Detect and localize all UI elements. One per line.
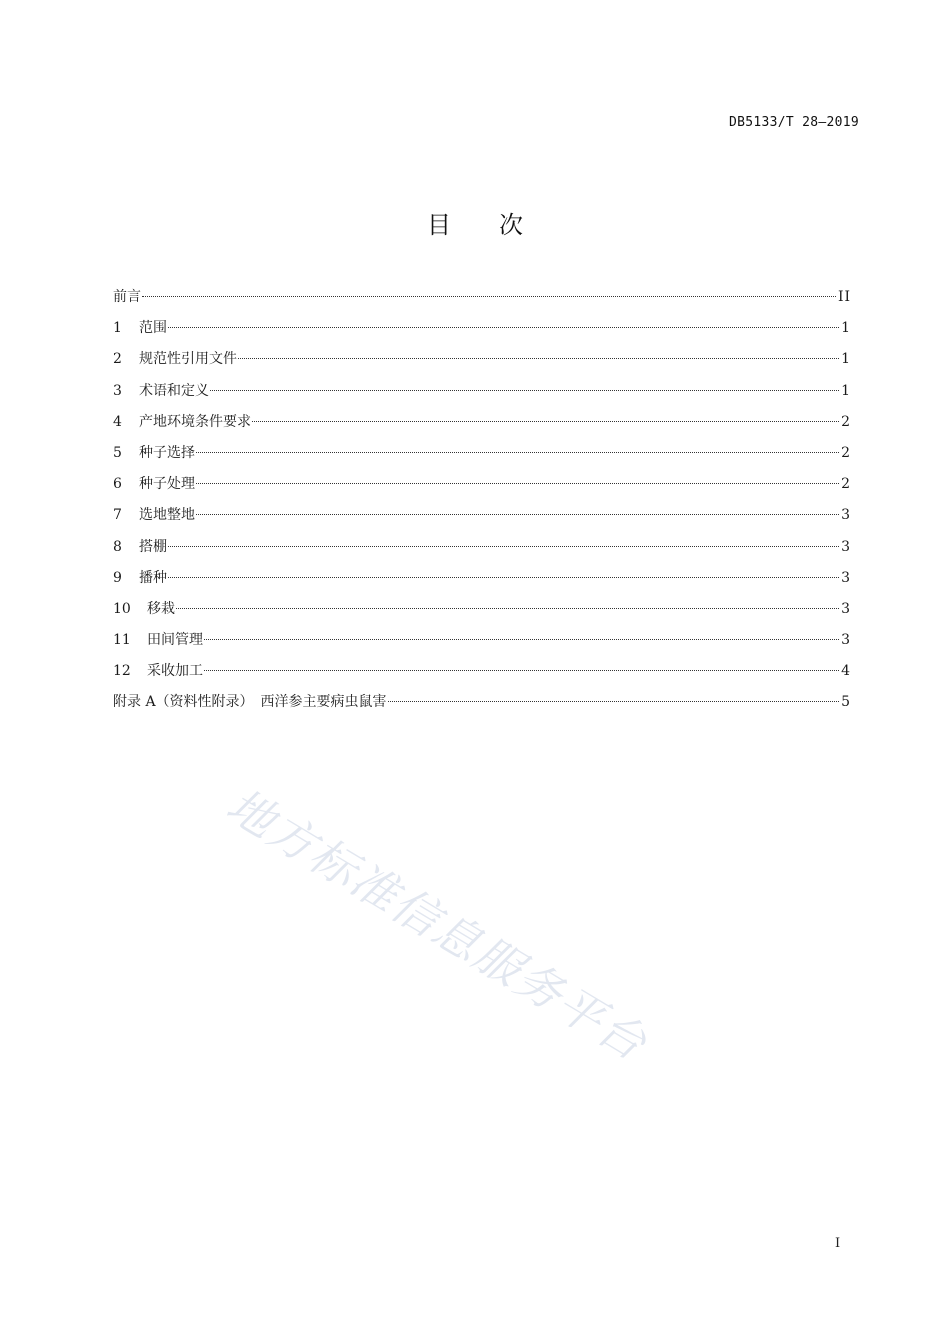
toc-entry-appendix-a[interactable]	[113, 691, 851, 722]
watermark: 地方标准信息服务平台	[217, 777, 657, 1072]
toc-entry-number: 2	[113, 351, 122, 368]
toc-entry-page: II	[837, 289, 851, 305]
toc-entry-seed-treatment[interactable]	[113, 473, 851, 504]
toc-entry-label: 播种	[139, 569, 167, 586]
toc-entry-harvest-processing[interactable]	[113, 660, 851, 691]
toc-entry-label: 采收加工	[147, 663, 203, 680]
dot-leader	[252, 421, 839, 422]
toc-entry-number: 8	[113, 538, 122, 555]
dot-leader	[176, 608, 839, 609]
toc-entry-number: 4	[113, 413, 122, 430]
dot-leader	[238, 358, 839, 359]
dot-leader	[204, 670, 839, 671]
dot-leader	[210, 390, 839, 391]
document-code: DB5133/T 28—2019	[728, 115, 859, 130]
toc-entry-label: 种子选择	[139, 444, 195, 461]
toc-entry-page: 3	[841, 538, 851, 555]
toc-entry-number: 9	[113, 569, 122, 586]
toc-entry-number: 3	[113, 382, 122, 399]
toc-entry-label: 规范性引用文件	[139, 351, 237, 368]
dot-leader	[168, 546, 839, 547]
toc-entry-shade-shed[interactable]	[113, 536, 851, 567]
toc-entry-page: 3	[841, 507, 851, 524]
toc-entry-label: 产地环境条件要求	[139, 413, 251, 430]
toc-entry-page: 1	[841, 382, 851, 399]
dot-leader	[388, 701, 840, 702]
toc-entry-seed-selection[interactable]	[113, 442, 851, 473]
toc-entry-field-management[interactable]	[113, 629, 851, 660]
page-number: I	[835, 1236, 841, 1251]
toc-entry-label: 范围	[139, 320, 167, 337]
toc-entry-sowing[interactable]	[113, 567, 851, 598]
toc-entry-label: 选地整地	[139, 507, 195, 524]
toc-entry-number: 5	[113, 444, 122, 461]
toc-entry-page: 2	[841, 476, 851, 493]
dot-leader	[168, 327, 839, 328]
toc-entry-page: 5	[841, 694, 851, 711]
toc-entry-foreword[interactable]	[113, 286, 851, 317]
toc-entry-page: 3	[841, 600, 851, 617]
toc-entry-page: 3	[841, 569, 851, 586]
toc-entry-scope[interactable]	[113, 317, 851, 348]
toc-title: 目次	[427, 211, 571, 239]
dot-leader	[196, 452, 839, 453]
toc-entry-page: 2	[841, 413, 851, 430]
toc-entry-page: 4	[841, 663, 851, 680]
toc-entry-label: 前言	[113, 289, 141, 305]
toc-entry-page: 3	[841, 632, 851, 649]
toc-entry-page: 2	[841, 444, 851, 461]
table-of-contents	[113, 286, 851, 723]
toc-entry-label: 田间管理	[147, 632, 203, 649]
toc-entry-site-preparation[interactable]	[113, 504, 851, 535]
toc-entry-label: 移栽	[147, 600, 175, 617]
toc-entry-label: 种子处理	[139, 476, 195, 493]
toc-entry-number: 6	[113, 476, 122, 493]
toc-entry-page: 1	[841, 351, 851, 368]
toc-entry-number: 12	[113, 663, 131, 680]
dot-leader	[196, 483, 839, 484]
toc-entry-label: 附录 A（资料性附录） 西洋参主要病虫鼠害	[113, 694, 387, 711]
dot-leader	[142, 296, 836, 297]
toc-entry-number: 1	[113, 320, 122, 337]
toc-entry-page: 1	[841, 320, 851, 337]
toc-entry-label: 术语和定义	[139, 382, 209, 399]
toc-entry-number: 10	[113, 600, 131, 617]
dot-leader	[196, 514, 839, 515]
toc-entry-terms-definitions[interactable]	[113, 380, 851, 411]
dot-leader	[204, 639, 839, 640]
toc-entry-environment-requirements[interactable]	[113, 411, 851, 442]
toc-entry-number: 7	[113, 507, 122, 524]
toc-entry-number: 11	[113, 632, 131, 649]
toc-entry-transplanting[interactable]	[113, 598, 851, 629]
toc-entry-normative-references[interactable]	[113, 348, 851, 379]
dot-leader	[168, 577, 839, 578]
toc-entry-label: 搭棚	[139, 538, 167, 555]
